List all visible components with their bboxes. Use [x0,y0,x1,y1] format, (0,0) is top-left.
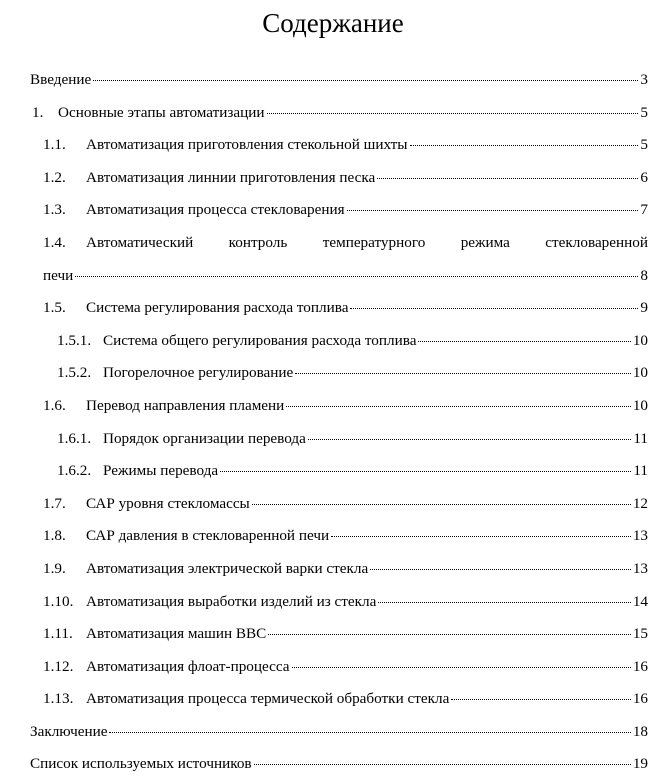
toc-entry[interactable] [0,651,666,684]
toc-entry[interactable] [0,488,666,521]
toc-entry-text: Автоматизация процесса стекловарения [86,201,345,219]
toc-entry-number: 1.13. [43,690,74,708]
toc-dot-leader [75,275,638,277]
toc-dot-leader [267,112,639,114]
toc-page-number: 19 [632,755,648,773]
toc-entry-text: Введение [30,71,92,88]
toc-entry-line [57,423,648,456]
toc-entry-text: Автоматизация линнии приготовления песка [86,168,376,186]
toc-entry-line [43,129,648,162]
toc-dot-leader [451,698,631,700]
toc-entry[interactable] [0,618,666,651]
toc-entry-text: САР уровня стекломассы [86,494,250,512]
page-title: Содержание [262,8,404,38]
toc-entry[interactable] [0,748,666,781]
toc-entry-text: Система общего регулирования расхода топлива [103,331,417,349]
toc-entry-line [43,553,648,586]
toc-entry-number: 1.10. [43,592,74,610]
toc-entry[interactable] [0,716,666,749]
toc-entry-line [57,325,648,358]
toc-entry[interactable] [0,553,666,586]
toc-entry-text: Система регулирования расхода топлива [86,299,349,317]
toc-entry-line [43,194,648,227]
toc-dot-leader [220,470,631,472]
toc-entry-line [43,292,648,325]
toc-entry-number: 1.7. [43,494,66,512]
toc-entry-first-line [43,227,648,260]
toc-entry-number: 1.5.1. [57,331,92,349]
toc-entry-line [43,488,648,521]
toc-dot-leader [331,535,631,537]
toc-entry-line [43,586,648,619]
toc-page-number: 13 [632,527,648,545]
toc-entry[interactable] [0,423,666,456]
toc-entry-text: Список используемых источников [30,755,252,773]
toc-entry-number: 1.2. [43,168,66,186]
toc-dot-leader [252,503,631,505]
toc-entry[interactable] [0,325,666,358]
toc-entry-number: 1.11. [43,625,73,643]
toc-dot-leader [254,763,631,765]
toc-page-number: 11 [633,462,648,480]
toc-page-number: 7 [640,201,648,219]
toc-entry-line [30,64,648,97]
toc-page-number: 11 [633,429,648,447]
toc-entry-text: Основные этапы автоматизации [58,103,265,121]
toc-entry-text: САР давления в стекловаренной печи [86,527,330,545]
toc-page-number: 6 [640,168,648,186]
toc-page-number: 10 [632,331,648,349]
toc-entry-line [57,455,648,488]
toc-dot-leader [109,731,630,733]
toc-entry-line [57,357,648,390]
toc-entry-number: 1.5.2. [57,364,92,382]
toc-page-number: 5 [640,103,648,121]
toc-entry-text: Автоматизация флоат-процесса [86,657,290,675]
toc-entry-text: Автоматизация электрической варки стекла [86,559,369,577]
toc-entry[interactable] [0,390,666,423]
toc-dot-leader [295,372,631,374]
toc-entry-number: 1. [32,103,44,121]
toc-entry-number: 1.3. [43,201,66,219]
toc-entry-text: Автоматизация машин ВВС [86,625,267,643]
toc-entry[interactable] [0,292,666,325]
toc-entry-text: Режимы перевода [103,462,219,480]
toc-entry-line [43,618,648,651]
toc-dot-leader [378,601,630,603]
toc-page-number: 16 [632,690,648,708]
toc-entry[interactable] [0,194,666,227]
toc-page-number: 10 [632,364,648,382]
toc-entry-text: Автоматический контроль температурного режима стекловаренной [86,233,648,251]
toc-entry-line [43,162,648,195]
toc-page-number: 10 [632,396,648,414]
toc-entry-text: Автоматизация процесса термической обработки стекла [86,690,450,708]
toc-page-number: 9 [640,299,648,317]
toc-page-number: 3 [640,71,648,88]
toc-entry-number: 1.12. [43,657,74,675]
toc-page-number: 18 [632,722,648,740]
toc-dot-leader [268,633,631,635]
toc-entry-text: Погорелочное регулирование [103,364,294,382]
toc-entry-line [43,651,648,684]
toc-entry-text: Заключение [30,722,108,740]
toc-entry-line [30,716,648,749]
toc-entry-line [43,683,648,716]
toc-entry[interactable] [0,162,666,195]
toc-entry-line [30,748,648,781]
toc-dot-leader [292,666,631,668]
toc-entry-second-line [43,260,648,293]
toc-page-number: 5 [640,136,648,154]
toc-dot-leader [93,79,638,81]
toc-dot-leader [418,340,630,342]
toc-dot-leader [347,209,639,211]
toc-entry-number: 1.5. [43,299,66,317]
toc-page-number: 14 [632,592,648,610]
toc-page-number: 13 [632,559,648,577]
toc-dot-leader [308,438,632,440]
toc-entry[interactable] [0,586,666,619]
toc-page-number: 15 [632,625,648,643]
toc-dot-leader [286,405,631,407]
toc-entry[interactable] [0,683,666,716]
toc-entry-number: 1.6. [43,396,66,414]
toc-entry-number: 1.6.1. [57,429,92,447]
toc-entry-number: 1.8. [43,527,66,545]
toc-entry[interactable] [0,227,666,292]
toc-entry-text: Автоматизация выработки изделий из стекла [86,592,377,610]
toc-entry-line [43,520,648,553]
toc-page-number: 16 [632,657,648,675]
toc-dot-leader [377,177,638,179]
toc-dot-leader [350,307,638,309]
toc-page-number: 12 [632,494,648,512]
toc-dot-leader [410,144,639,146]
toc-entry-number: 1.1. [43,136,66,154]
toc-entry-line [32,97,648,130]
toc-entry-number: 1.9. [43,559,66,577]
toc-page-number: 8 [640,266,648,284]
toc-dot-leader [370,568,631,570]
toc-entry-number: 1.4. [43,233,66,251]
toc-entry-text: Перевод направления пламени [86,396,285,414]
toc-entry[interactable] [0,357,666,390]
table-of-contents [0,64,666,781]
toc-entry-text: Порядок организации перевода [103,429,306,447]
toc-entry[interactable] [0,97,666,130]
toc-entry[interactable] [0,64,666,97]
toc-entry-text-continuation: печи [43,266,74,284]
toc-entry[interactable] [0,520,666,553]
toc-entry[interactable] [0,455,666,488]
toc-entry-number: 1.6.2. [57,462,92,480]
toc-entry-line [43,390,648,423]
toc-entry-text: Автоматизация приготовления стекольной шихты [86,136,408,154]
toc-entry[interactable] [0,129,666,162]
